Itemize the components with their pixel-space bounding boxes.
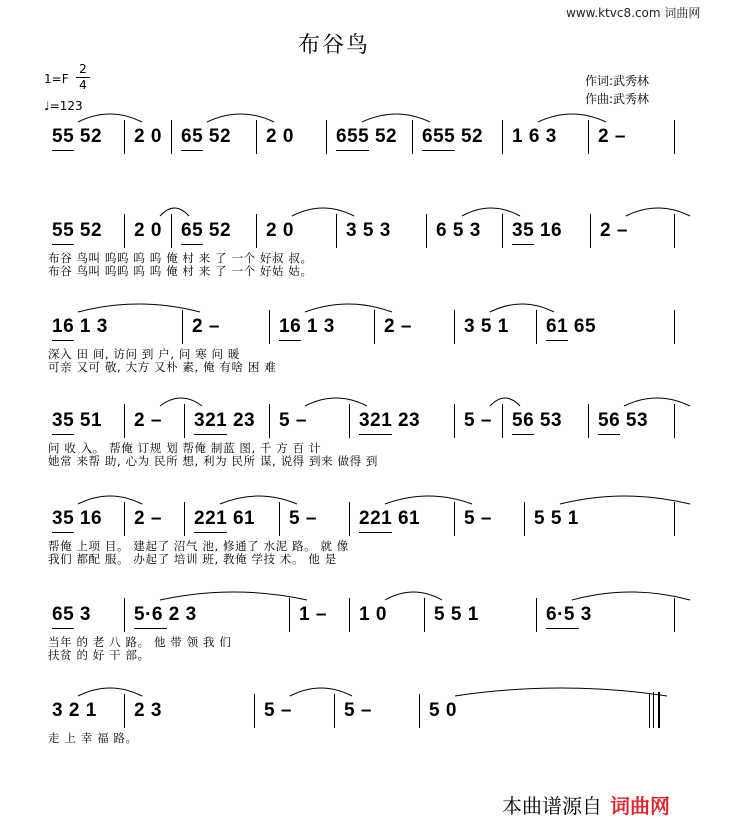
site-watermark: www.ktvc8.com 词曲网	[566, 6, 701, 20]
slur-arc	[78, 114, 142, 122]
measure: 321 23	[194, 410, 256, 431]
measure: 2 –	[134, 508, 162, 529]
measure: 221 61	[359, 508, 421, 529]
measure: 56 53	[598, 410, 649, 431]
slur-arc	[490, 398, 520, 406]
measure: 56 53	[512, 410, 563, 431]
lyric-line: 我们 都配 服。 办起了 培训 班, 教俺 学技 术。 他 是	[48, 552, 337, 566]
slur-arc	[160, 208, 189, 216]
lyric-line: 当年 的 老 八 路。 他 带 领 我 们	[48, 635, 232, 649]
measure: 2 0	[134, 126, 162, 147]
measure: 3 5 1	[464, 316, 509, 337]
measure: 3 2 1	[52, 700, 97, 721]
lyricist-credit: 作词:武秀林	[585, 74, 650, 88]
measure: 2 0	[134, 220, 162, 241]
slur-arc	[160, 592, 307, 600]
lyric-line: 布谷 鸟叫 呜呜 呜 呜 俺 村 来 了 一个 好姑 姑。	[48, 264, 313, 278]
slur-arc	[624, 398, 690, 406]
measure: 35 51	[52, 410, 103, 431]
measure: 321 23	[359, 410, 421, 431]
measure: 55 52	[52, 220, 103, 241]
slur-arc	[362, 114, 430, 122]
slur-arc	[78, 496, 142, 504]
measure: 5 5 1	[534, 508, 579, 529]
measure: 5 –	[264, 700, 292, 721]
lyric-line: 走 上 幸 福 路。	[48, 731, 138, 745]
footer-text: 本曲谱源自	[502, 794, 602, 818]
lyric-line: 问 收 入。 帮俺 订规 划 帮俺 制蓝 图, 千 方 百 计	[48, 441, 322, 455]
measure: 5·6 2 3	[134, 604, 197, 625]
slur-arc	[78, 304, 200, 312]
slur-arc	[572, 592, 690, 600]
lyric-line: 可亲 又可 敬, 大方 又朴 素, 俺 有啥 困 难	[48, 360, 277, 374]
measure: 5 –	[464, 508, 492, 529]
measure: 2 0	[266, 220, 294, 241]
song-title: 布谷鸟	[298, 33, 371, 58]
time-signature-top: 2	[76, 62, 90, 78]
measure: 2 –	[134, 410, 162, 431]
lyric-line: 她常 来帮 助, 心为 民所 想, 利为 民所 谋, 说得 到来 做得 到	[48, 454, 379, 468]
source-footer	[502, 790, 670, 819]
slur-arc	[385, 496, 472, 504]
slur-arc	[305, 304, 392, 312]
measure: 2 3	[134, 700, 162, 721]
slur-arc	[538, 114, 606, 122]
slur-arc	[160, 398, 202, 406]
measure: 5 5 1	[434, 604, 479, 625]
slur-arc	[626, 208, 690, 216]
measure: 5 0	[429, 700, 457, 721]
measure: 655 52	[336, 126, 398, 147]
measure: 16 1 3	[279, 316, 335, 337]
slur-arc	[290, 688, 352, 696]
measure: 6 5 3	[436, 220, 481, 241]
measure: 2 –	[192, 316, 220, 337]
measure: 1 –	[299, 604, 327, 625]
lyric-line: 深入 田 间, 访问 到 户, 问 寒 问 暖	[48, 347, 241, 361]
measure: 35 16	[512, 220, 563, 241]
measure: 5 –	[344, 700, 372, 721]
slur-arc	[305, 398, 367, 406]
measure: 16 1 3	[52, 316, 108, 337]
measure: 65 52	[181, 126, 232, 147]
slur-arc	[455, 688, 667, 696]
measure: 655 52	[422, 126, 484, 147]
measure: 65 52	[181, 220, 232, 241]
measure: 1 0	[359, 604, 387, 625]
slur-arc	[292, 208, 354, 216]
lyric-line: 布谷 鸟叫 呜呜 呜 呜 俺 村 来 了 一个 好叔 叔。	[48, 251, 313, 265]
measure: 2 –	[600, 220, 628, 241]
measure: 61 65	[546, 316, 597, 337]
slur-arc	[385, 592, 442, 600]
measure: 2 –	[598, 126, 626, 147]
measure: 2 0	[266, 126, 294, 147]
measure: 5 –	[464, 410, 492, 431]
slur-arc	[560, 496, 690, 504]
measure: 55 52	[52, 126, 103, 147]
measure: 2 –	[384, 316, 412, 337]
slur-arc	[490, 304, 554, 312]
tempo-marking: ♩=123	[44, 99, 83, 113]
measure: 35 16	[52, 508, 103, 529]
slur-arc	[462, 208, 520, 216]
measure: 1 6 3	[512, 126, 557, 147]
measure: 5 –	[279, 410, 307, 431]
time-signature-bottom: 4	[79, 78, 87, 92]
footer-brand: 词曲网	[610, 794, 670, 818]
composer-credit: 作曲:武秀林	[585, 92, 650, 106]
slur-arc	[78, 688, 142, 696]
measure: 5 –	[289, 508, 317, 529]
lyric-line: 帮俺 上项 目。 建起了 沼气 池, 修通了 水泥 路。 就 像	[48, 539, 349, 553]
slur-arc	[220, 496, 297, 504]
lyric-line: 扶贫 的 好 干 部。	[48, 648, 150, 662]
measure: 3 5 3	[346, 220, 391, 241]
measure: 6·5 3	[546, 604, 592, 625]
key-signature: 1=F	[44, 72, 69, 86]
slur-arc	[207, 114, 274, 122]
measure: 65 3	[52, 604, 91, 625]
measure: 221 61	[194, 508, 256, 529]
